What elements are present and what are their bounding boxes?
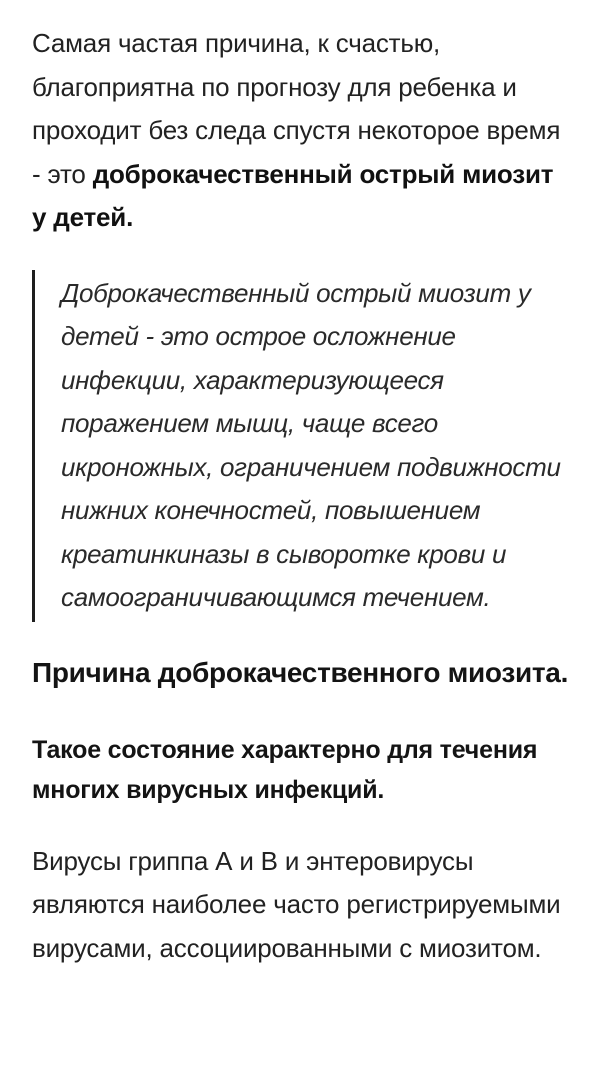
- intro-text: Самая частая причина, к счастью, благоприятна по прогнозу для ребенка и проходит без следа спустя некоторое время - это: [32, 28, 561, 189]
- section-subheading: Такое состояние характерно для течения многих вирусных инфекций.: [32, 735, 538, 804]
- intro-bold-term: доброкачественный острый миозит у детей.: [32, 158, 554, 232]
- definition-blockquote: [32, 270, 570, 622]
- section-body: Вирусы гриппа А и В и энтеровирусы являются наиболее часто регистрируемыми вирусами, ассоциированными с миозитом.: [32, 845, 561, 963]
- intro-paragraph: [32, 22, 570, 240]
- section-heading: Причина доброкачественного миозита.: [32, 656, 569, 688]
- definition-text: Доброкачественный острый миозит у детей - это острое осложнение инфекции, характеризующееся поражением мышц, чаще всего икроножных, ограничением подвижности нижних конечностей, повышением креатинкиназы в сыворотке крови и самоограничивающимся течением.: [61, 277, 561, 612]
